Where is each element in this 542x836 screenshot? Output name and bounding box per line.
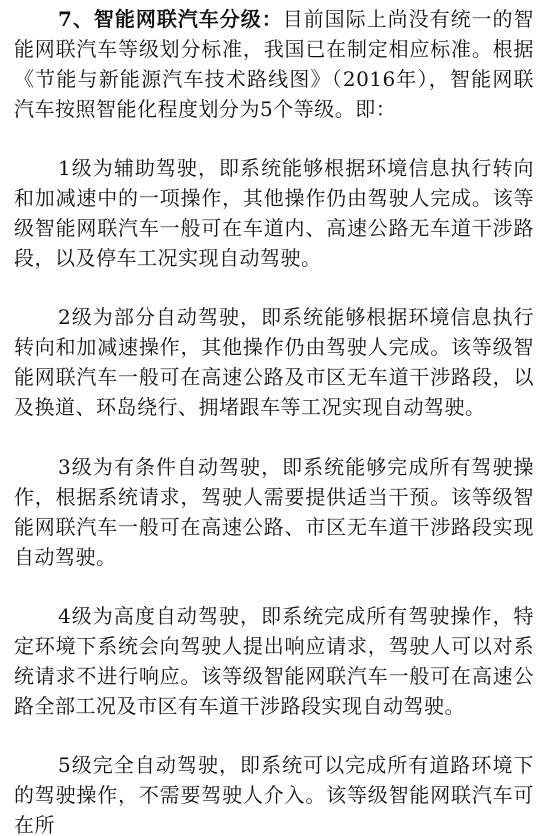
paragraph-text: 3级为有条件自动驾驶，即系统能够完成所有驾驶操作，根据系统请求，驾驶人需要提供适当干预。该等级智能网联汽车一般可在高速公路、市区无车道干涉路段实现自动驾驶。 [14,455,534,569]
paragraph-level-4 [14,601,534,721]
paragraph-text: 2级为部分自动驾驶，即系统能够根据环境信息执行转向和加减速操作，其他操作仍由驾驶人完成。该等级智能网联汽车一般可在高速公路及市区无车道干涉路段，以及换道、环岛绕行、拥堵跟车等工况实现自动驾驶。 [14,305,534,419]
paragraph-text: 5级完全自动驾驶，即系统可以完成所有道路环境下的驾驶操作，不需要驾驶人介入。该等级智能网联汽车可在所 [14,753,534,836]
paragraph-text: 1级为辅助驾驶，即系统能够根据环境信息执行转向和加减速中的一项操作，其他操作仍由驾驶人完成。该等级智能网联汽车一般可在车道内、高速公路无车道干涉路段，以及停车工况实现自动驾驶。 [14,156,534,270]
section-heading: 7、智能网联汽车分级： [58,7,283,31]
paragraph-level-1 [14,153,534,273]
paragraph-text: 目前国际上尚没有统一的智能网联汽车等级划分标准，我国已在制定相应标准。根据《节能与新能源汽车技术路线图》（2016年），智能网联汽车按照智能化程度划分为5个等级。即： [14,7,535,121]
paragraph-level-5 [14,750,534,836]
paragraph-level-2 [14,302,534,422]
paragraph-text: 4级为高度自动驾驶，即系统完成所有驾驶操作，特定环境下系统会向驾驶人提出响应请求，驾驶人可以对系统请求不进行响应。该等级智能网联汽车一般可在高速公路全部工况及市区有车道干涉路段实现自动驾驶。 [14,604,534,718]
paragraph-intro [14,4,534,124]
paragraph-level-3 [14,452,534,572]
